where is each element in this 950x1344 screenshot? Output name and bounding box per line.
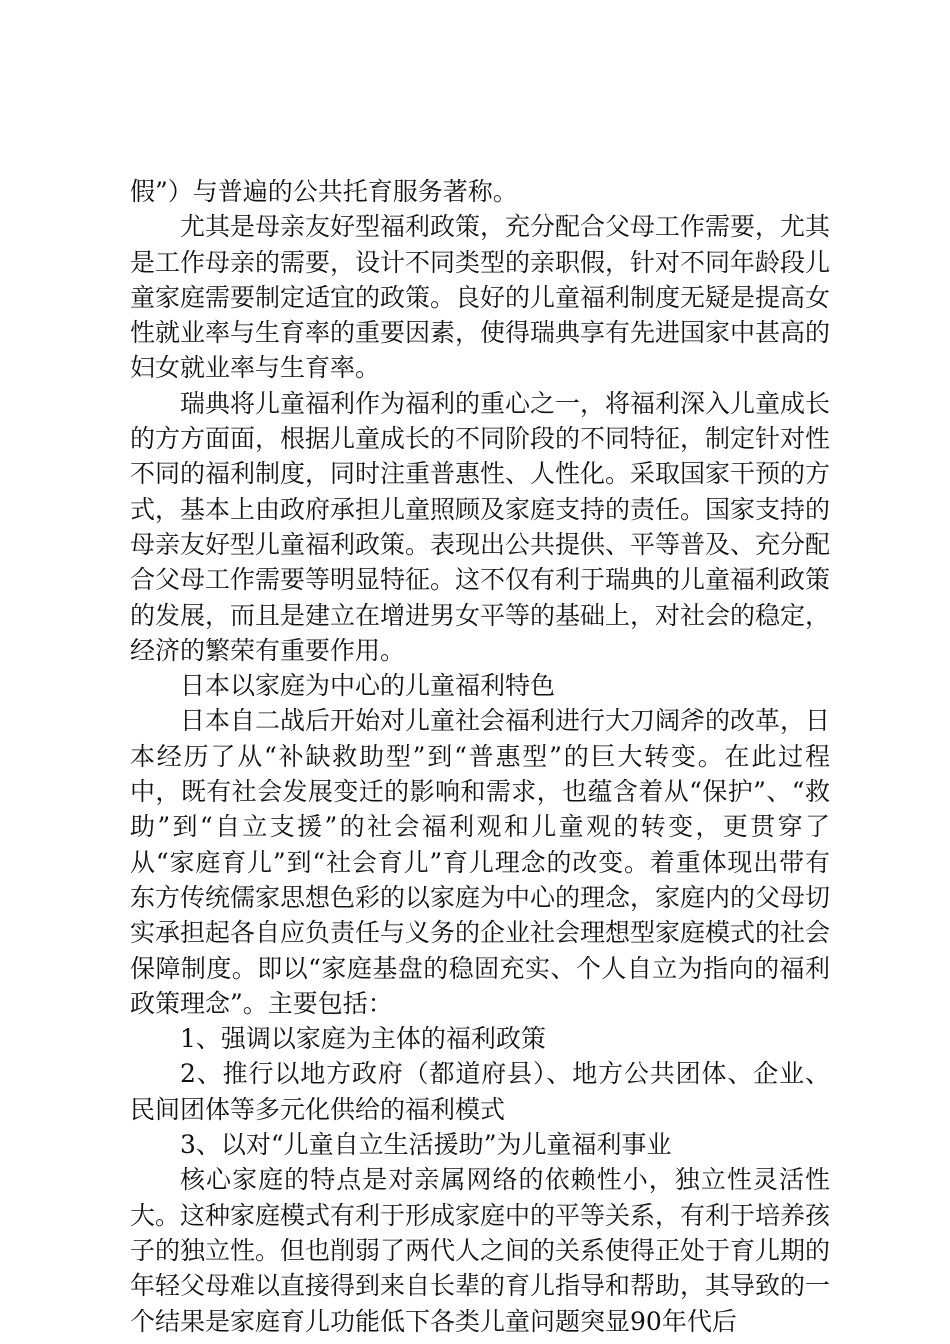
paragraph-mother-friendly-policy: 尤其是母亲友好型福利政策，充分配合父母工作需要，尤其是工作母亲的需要，设计不同类型的亲职假，针对不同年龄段儿童家庭需要制定适宜的政策。良好的儿童福利制度无疑是提高女性就业率与生育率的重要因素，使得瑞典享有先进国家中甚高的妇女就业率与生育率。 (130, 212, 831, 383)
list-item-3: 3、以对“儿童自立生活援助”为儿童福利事业 (180, 1130, 672, 1160)
section-heading-japan: 日本以家庭为中心的儿童福利特色 (180, 671, 556, 701)
paragraph-continuation: 假”）与普遍的公共托育服务著称。 (130, 177, 518, 206)
paragraph-japan-reform: 日本自二战后开始对儿童社会福利进行大刀阔斧的改革，日本经历了从“补缺救助型”到“普惠型”的巨大转变。在此过程中，既有社会发展变迁的影响和需求，也蕴含着从“保护”、“救助”到“自立支援”的社会福利观和儿童观的转变，更贯穿了从“家庭育儿”到“社会育儿”育儿理念的改变。着重体现出带有东方传统儒家思想色彩的以家庭为中心的理念，家庭内的父母切实承担起各自应负责任与义务的企业社会理想型家庭模式的社会保障制度。即以“家庭基盘的稳固充实、个人自立为指向的福利政策理念”。主要包括： (130, 706, 831, 1018)
list-item-2: 2、推行以地方政府（都道府县）、地方公共团体、企业、民间团体等多元化供给的福利模式 (130, 1059, 830, 1124)
paragraph-nuclear-family: 核心家庭的特点是对亲属网络的依赖性小，独立性灵活性大。这种家庭模式有利于形成家庭中的平等关系，有利于培养孩子的独立性。但也削弱了两代人之间的关系使得正处于育儿期的年轻父母难以直接得到来自长辈的育儿指导和帮助，其导致的一个结果是家庭育儿功能低下各类儿童问题突显90年代后 (130, 1165, 831, 1336)
body-text (130, 174, 830, 1339)
list-item-1: 1、强调以家庭为主体的福利政策 (180, 1024, 546, 1054)
paragraph-sweden-child-welfare: 瑞典将儿童福利作为福利的重心之一，将福利深入儿童成长的方方面面，根据儿童成长的不同阶段的不同特征，制定针对性不同的福利制度，同时注重普惠性、人性化。采取国家干预的方式，基本上由政府承担儿童照顾及家庭支持的责任。国家支持的母亲友好型儿童福利政策。表现出公共提供、平等普及、充分配合父母工作需要等明显特征。这不仅有利于瑞典的儿童福利政策的发展，而且是建立在增进男女平等的基础上，对社会的稳定，经济的繁荣有重要作用。 (130, 388, 831, 665)
